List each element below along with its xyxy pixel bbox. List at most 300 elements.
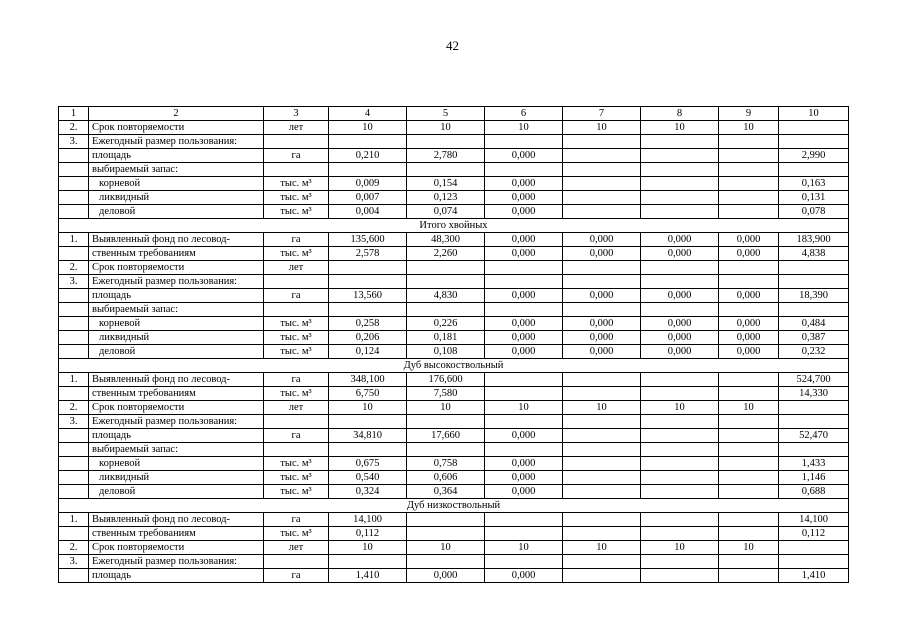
value-cell <box>719 135 779 149</box>
value-cell: 0,000 <box>719 331 779 345</box>
row-label-cell: ликвидный <box>89 471 264 485</box>
value-cell <box>779 415 849 429</box>
value-cell: 10 <box>641 401 719 415</box>
value-cell: 0,000 <box>407 569 485 583</box>
value-cell: 10 <box>563 401 641 415</box>
value-cell: 183,900 <box>779 233 849 247</box>
section-title: Итого хвойных <box>59 219 849 233</box>
table-row <box>59 415 849 429</box>
value-cell <box>779 303 849 317</box>
unit-cell: тыс. м³ <box>264 331 329 345</box>
value-cell: 1,433 <box>779 457 849 471</box>
value-cell: 0,124 <box>329 345 407 359</box>
value-cell <box>563 303 641 317</box>
row-number-cell <box>59 317 89 331</box>
value-cell: 10 <box>485 541 563 555</box>
unit-cell <box>264 135 329 149</box>
row-label-cell: деловой <box>89 345 264 359</box>
value-cell: 0,000 <box>485 177 563 191</box>
value-cell: 0,004 <box>329 205 407 219</box>
value-cell <box>719 457 779 471</box>
row-number-cell: 3. <box>59 275 89 289</box>
value-cell: 0,000 <box>563 331 641 345</box>
value-cell <box>407 275 485 289</box>
value-cell <box>329 135 407 149</box>
value-cell: 0,000 <box>563 317 641 331</box>
row-label-cell: деловой <box>89 205 264 219</box>
value-cell <box>407 415 485 429</box>
row-label-cell: Ежегодный размер пользования: <box>89 555 264 569</box>
value-cell: 0,000 <box>719 247 779 261</box>
unit-cell: га <box>264 569 329 583</box>
value-cell: 1,146 <box>779 471 849 485</box>
value-cell <box>329 555 407 569</box>
table-row <box>59 527 849 541</box>
value-cell <box>563 569 641 583</box>
value-cell: 10 <box>641 541 719 555</box>
column-header: 2 <box>89 107 264 121</box>
value-cell <box>329 261 407 275</box>
value-cell <box>719 429 779 443</box>
value-cell <box>485 513 563 527</box>
row-number-cell <box>59 177 89 191</box>
value-cell: 10 <box>719 541 779 555</box>
value-cell: 0,181 <box>407 331 485 345</box>
value-cell: 0,758 <box>407 457 485 471</box>
table-row <box>59 205 849 219</box>
row-number-cell <box>59 387 89 401</box>
value-cell: 0,007 <box>329 191 407 205</box>
value-cell: 0,000 <box>719 317 779 331</box>
table-row <box>59 443 849 457</box>
value-cell: 0,000 <box>485 569 563 583</box>
value-cell <box>719 555 779 569</box>
value-cell: 0,232 <box>779 345 849 359</box>
table-row <box>59 485 849 499</box>
unit-cell: га <box>264 233 329 247</box>
unit-cell: тыс. м³ <box>264 387 329 401</box>
value-cell: 0,000 <box>641 247 719 261</box>
value-cell <box>563 443 641 457</box>
value-cell: 10 <box>329 401 407 415</box>
value-cell: 0,540 <box>329 471 407 485</box>
value-cell: 2,990 <box>779 149 849 163</box>
value-cell <box>779 541 849 555</box>
row-number-cell <box>59 191 89 205</box>
value-cell <box>563 555 641 569</box>
value-cell: 176,600 <box>407 373 485 387</box>
value-cell <box>641 429 719 443</box>
value-cell: 0,606 <box>407 471 485 485</box>
value-cell <box>719 261 779 275</box>
unit-cell: тыс. м³ <box>264 527 329 541</box>
value-cell <box>329 163 407 177</box>
value-cell <box>563 261 641 275</box>
table-row <box>59 401 849 415</box>
row-label-cell: Ежегодный размер пользования: <box>89 415 264 429</box>
value-cell <box>719 149 779 163</box>
value-cell <box>779 555 849 569</box>
value-cell: 0,000 <box>485 429 563 443</box>
column-header: 1 <box>59 107 89 121</box>
value-cell <box>563 387 641 401</box>
value-cell: 4,830 <box>407 289 485 303</box>
value-cell <box>641 303 719 317</box>
unit-cell <box>264 303 329 317</box>
row-label-cell: корневой <box>89 317 264 331</box>
row-number-cell: 2. <box>59 121 89 135</box>
column-header: 9 <box>719 107 779 121</box>
value-cell: 0,000 <box>485 345 563 359</box>
value-cell: 18,390 <box>779 289 849 303</box>
value-cell <box>563 205 641 219</box>
value-cell: 10 <box>407 121 485 135</box>
row-label-cell: площадь <box>89 289 264 303</box>
value-cell: 0,123 <box>407 191 485 205</box>
value-cell: 0,131 <box>779 191 849 205</box>
row-number-cell <box>59 289 89 303</box>
row-number-cell <box>59 331 89 345</box>
section-title-row <box>59 359 849 373</box>
value-cell <box>641 163 719 177</box>
value-cell <box>719 275 779 289</box>
forest-use-table <box>58 106 849 583</box>
column-header: 3 <box>264 107 329 121</box>
value-cell <box>329 303 407 317</box>
table-row <box>59 471 849 485</box>
value-cell: 0,324 <box>329 485 407 499</box>
row-label-cell: Срок повторяемости <box>89 121 264 135</box>
value-cell: 10 <box>563 121 641 135</box>
value-cell: 0,000 <box>563 289 641 303</box>
value-cell: 0,206 <box>329 331 407 345</box>
row-label-cell: Ежегодный размер пользования: <box>89 135 264 149</box>
value-cell <box>407 555 485 569</box>
value-cell <box>563 429 641 443</box>
value-cell <box>641 275 719 289</box>
value-cell <box>485 303 563 317</box>
value-cell: 0,163 <box>779 177 849 191</box>
table-row <box>59 177 849 191</box>
value-cell <box>563 191 641 205</box>
value-cell <box>563 415 641 429</box>
value-cell: 2,780 <box>407 149 485 163</box>
table-row <box>59 317 849 331</box>
value-cell <box>719 569 779 583</box>
unit-cell: тыс. м³ <box>264 177 329 191</box>
value-cell <box>329 443 407 457</box>
value-cell <box>719 163 779 177</box>
value-cell <box>779 135 849 149</box>
value-cell <box>407 527 485 541</box>
value-cell <box>641 569 719 583</box>
value-cell <box>329 275 407 289</box>
value-cell <box>719 527 779 541</box>
table-row <box>59 191 849 205</box>
value-cell: 524,700 <box>779 373 849 387</box>
value-cell: 0,000 <box>719 345 779 359</box>
table-row <box>59 387 849 401</box>
value-cell <box>779 163 849 177</box>
value-cell <box>563 149 641 163</box>
value-cell <box>719 177 779 191</box>
value-cell: 0,675 <box>329 457 407 471</box>
value-cell <box>485 443 563 457</box>
value-cell <box>485 275 563 289</box>
table-row <box>59 331 849 345</box>
unit-cell: тыс. м³ <box>264 317 329 331</box>
table-row <box>59 345 849 359</box>
table-row <box>59 275 849 289</box>
value-cell <box>719 415 779 429</box>
row-number-cell <box>59 247 89 261</box>
value-cell <box>641 527 719 541</box>
value-cell: 34,810 <box>329 429 407 443</box>
row-label-cell: корневой <box>89 177 264 191</box>
unit-cell <box>264 163 329 177</box>
row-number-cell: 1. <box>59 233 89 247</box>
table-row <box>59 303 849 317</box>
unit-cell: га <box>264 289 329 303</box>
value-cell: 0,000 <box>719 289 779 303</box>
value-cell: 0,000 <box>563 233 641 247</box>
value-cell <box>407 163 485 177</box>
value-cell: 0,387 <box>779 331 849 345</box>
value-cell: 0,000 <box>641 331 719 345</box>
row-label-cell: Выявленный фонд по лесовод- <box>89 373 264 387</box>
unit-cell: лет <box>264 401 329 415</box>
value-cell <box>563 373 641 387</box>
table-row <box>59 457 849 471</box>
value-cell: 13,560 <box>329 289 407 303</box>
value-cell <box>719 471 779 485</box>
unit-cell <box>264 275 329 289</box>
unit-cell: га <box>264 513 329 527</box>
value-cell: 0,000 <box>563 247 641 261</box>
value-cell <box>485 163 563 177</box>
value-cell: 2,260 <box>407 247 485 261</box>
row-number-cell <box>59 471 89 485</box>
row-label-cell: Ежегодный размер пользования: <box>89 275 264 289</box>
row-label-cell: ственным требованиям <box>89 387 264 401</box>
value-cell: 14,100 <box>779 513 849 527</box>
section-title: Дуб высокоствольный <box>59 359 849 373</box>
unit-cell: га <box>264 429 329 443</box>
value-cell <box>485 555 563 569</box>
value-cell: 0,226 <box>407 317 485 331</box>
value-cell <box>485 261 563 275</box>
value-cell: 0,000 <box>485 317 563 331</box>
row-number-cell <box>59 303 89 317</box>
value-cell <box>563 527 641 541</box>
value-cell: 10 <box>485 121 563 135</box>
value-cell <box>485 387 563 401</box>
value-cell: 0,112 <box>329 527 407 541</box>
row-label-cell: выбираемый запас: <box>89 303 264 317</box>
column-header: 7 <box>563 107 641 121</box>
value-cell <box>719 485 779 499</box>
value-cell <box>641 485 719 499</box>
value-cell: 348,100 <box>329 373 407 387</box>
value-cell <box>407 513 485 527</box>
row-number-cell <box>59 457 89 471</box>
row-label-cell: Выявленный фонд по лесовод- <box>89 233 264 247</box>
row-label-cell: Срок повторяемости <box>89 401 264 415</box>
column-header: 6 <box>485 107 563 121</box>
table-row <box>59 163 849 177</box>
row-label-cell: деловой <box>89 485 264 499</box>
table-row <box>59 541 849 555</box>
row-label-cell: Выявленный фонд по лесовод- <box>89 513 264 527</box>
value-cell: 0,078 <box>779 205 849 219</box>
value-cell: 10 <box>719 121 779 135</box>
value-cell <box>641 191 719 205</box>
value-cell <box>719 191 779 205</box>
value-cell: 10 <box>329 541 407 555</box>
section-title-row <box>59 499 849 513</box>
value-cell <box>485 373 563 387</box>
value-cell: 0,009 <box>329 177 407 191</box>
value-cell <box>563 163 641 177</box>
value-cell: 0,000 <box>485 485 563 499</box>
value-cell: 0,154 <box>407 177 485 191</box>
value-cell <box>641 177 719 191</box>
row-number-cell: 3. <box>59 555 89 569</box>
row-label-cell: ственным требованиям <box>89 247 264 261</box>
value-cell: 10 <box>719 401 779 415</box>
value-cell <box>407 443 485 457</box>
value-cell: 52,470 <box>779 429 849 443</box>
value-cell: 0,000 <box>485 149 563 163</box>
column-header: 4 <box>329 107 407 121</box>
table-row <box>59 513 849 527</box>
value-cell: 1,410 <box>779 569 849 583</box>
table-row <box>59 121 849 135</box>
table-row <box>59 373 849 387</box>
value-cell: 17,660 <box>407 429 485 443</box>
table-row <box>59 261 849 275</box>
value-cell: 0,258 <box>329 317 407 331</box>
value-cell <box>641 135 719 149</box>
row-label-cell: ликвидный <box>89 191 264 205</box>
value-cell <box>779 121 849 135</box>
unit-cell: тыс. м³ <box>264 485 329 499</box>
row-number-cell <box>59 443 89 457</box>
value-cell: 10 <box>641 121 719 135</box>
row-number-cell: 3. <box>59 415 89 429</box>
value-cell: 0,000 <box>485 233 563 247</box>
unit-cell: тыс. м³ <box>264 191 329 205</box>
value-cell: 0,364 <box>407 485 485 499</box>
value-cell: 0,210 <box>329 149 407 163</box>
row-number-cell <box>59 429 89 443</box>
value-cell: 7,580 <box>407 387 485 401</box>
value-cell: 0,112 <box>779 527 849 541</box>
row-number-cell <box>59 205 89 219</box>
value-cell <box>485 415 563 429</box>
value-cell: 0,000 <box>719 233 779 247</box>
value-cell <box>779 401 849 415</box>
value-cell: 0,484 <box>779 317 849 331</box>
table-row <box>59 233 849 247</box>
unit-cell: тыс. м³ <box>264 205 329 219</box>
value-cell <box>641 261 719 275</box>
value-cell <box>779 275 849 289</box>
unit-cell: тыс. м³ <box>264 345 329 359</box>
row-number-cell <box>59 149 89 163</box>
value-cell <box>563 135 641 149</box>
value-cell: 0,688 <box>779 485 849 499</box>
value-cell <box>641 457 719 471</box>
value-cell: 0,108 <box>407 345 485 359</box>
value-cell <box>719 443 779 457</box>
value-cell: 14,330 <box>779 387 849 401</box>
value-cell <box>719 513 779 527</box>
value-cell: 6,750 <box>329 387 407 401</box>
row-label-cell: площадь <box>89 569 264 583</box>
table-row <box>59 429 849 443</box>
value-cell: 0,000 <box>485 289 563 303</box>
value-cell <box>485 135 563 149</box>
value-cell <box>329 415 407 429</box>
value-cell <box>641 471 719 485</box>
value-cell <box>407 303 485 317</box>
value-cell <box>779 261 849 275</box>
value-cell: 14,100 <box>329 513 407 527</box>
value-cell: 0,000 <box>563 345 641 359</box>
row-number-cell: 3. <box>59 135 89 149</box>
value-cell <box>719 387 779 401</box>
row-label-cell: выбираемый запас: <box>89 163 264 177</box>
row-label-cell: выбираемый запас: <box>89 443 264 457</box>
unit-cell: тыс. м³ <box>264 471 329 485</box>
value-cell <box>563 485 641 499</box>
value-cell <box>641 387 719 401</box>
unit-cell: лет <box>264 261 329 275</box>
value-cell: 0,000 <box>641 289 719 303</box>
unit-cell <box>264 415 329 429</box>
row-label-cell: площадь <box>89 429 264 443</box>
row-number-cell: 2. <box>59 261 89 275</box>
row-number-cell <box>59 527 89 541</box>
value-cell <box>641 205 719 219</box>
value-cell <box>641 555 719 569</box>
value-cell <box>407 261 485 275</box>
value-cell <box>641 415 719 429</box>
unit-cell <box>264 443 329 457</box>
value-cell: 0,000 <box>485 331 563 345</box>
row-label-cell: Срок повторяемости <box>89 541 264 555</box>
value-cell <box>641 443 719 457</box>
value-cell <box>563 513 641 527</box>
column-header: 8 <box>641 107 719 121</box>
unit-cell: лет <box>264 541 329 555</box>
row-label-cell: ственным требованиям <box>89 527 264 541</box>
value-cell: 0,000 <box>641 345 719 359</box>
row-label-cell: площадь <box>89 149 264 163</box>
value-cell <box>719 303 779 317</box>
value-cell: 0,000 <box>485 457 563 471</box>
value-cell: 0,000 <box>485 191 563 205</box>
row-label-cell: Срок повторяемости <box>89 261 264 275</box>
value-cell: 0,000 <box>641 233 719 247</box>
value-cell: 10 <box>407 541 485 555</box>
row-number-cell <box>59 345 89 359</box>
value-cell <box>563 177 641 191</box>
value-cell <box>563 275 641 289</box>
value-cell: 0,000 <box>485 247 563 261</box>
value-cell: 0,000 <box>485 205 563 219</box>
